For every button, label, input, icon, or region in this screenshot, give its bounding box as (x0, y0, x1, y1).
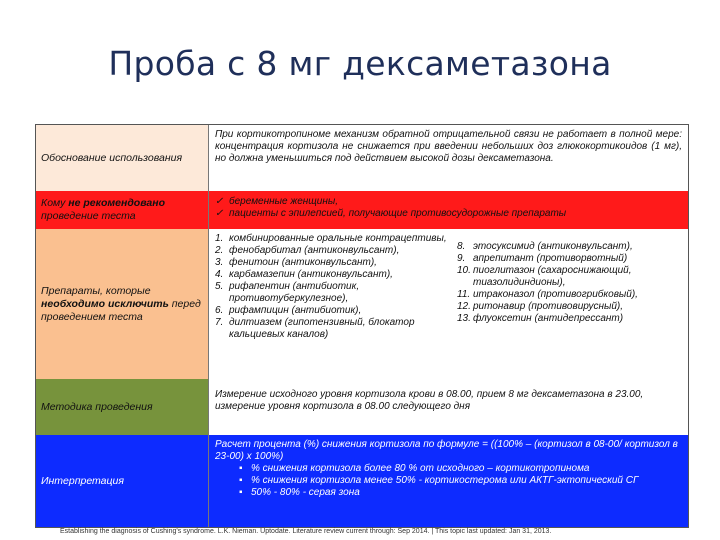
label-text (41, 285, 203, 324)
item-text: рифапентин (антибиотик, противотуберкулезное), (229, 281, 360, 304)
item-text: комбинированные оральные контрацептивы, (229, 233, 447, 244)
row-content-method (208, 379, 688, 435)
label-text: Методика проведения (41, 400, 153, 413)
item-text: дилтиазем (гипотензивный, блокатор кальциевых каналов) (229, 317, 415, 340)
bullet-icon: ▪ (239, 487, 243, 498)
row-content-not-recommended (208, 191, 688, 229)
label-bold: не рекомендовано (68, 197, 166, 209)
item-text: % снижения кортизола менее 50% - кортикостерома или АКТГ-эктопический СГ (251, 475, 639, 486)
list-item (457, 289, 683, 301)
rationale-text: При кортикотропиноме механизм обратной отрицательной связи не работает в полной мере: концентрация кортизола не снижается при введении небольших доз глюкокортикоидов (1 мг), но должна уменьшиться под действием высокой дозы дексаметазона. (215, 129, 682, 164)
list-item (215, 208, 682, 220)
label-suffix: проведение теста (41, 210, 136, 222)
list-item (457, 301, 683, 313)
row-content-exclude-drugs (208, 229, 688, 379)
item-text: фенитоин (антиконвульсант), (229, 257, 377, 268)
list-item (215, 281, 455, 305)
row-content-interpretation (208, 435, 688, 527)
check-mark-icon: ✓ (215, 208, 224, 219)
row-label-method (36, 379, 208, 435)
list-item (215, 317, 455, 341)
list-item (215, 233, 455, 245)
list-item (457, 313, 683, 325)
item-number: 9. (457, 253, 466, 264)
item-number: 12. (457, 301, 471, 312)
formula-text: Расчет процента (%) снижения кортизола по формуле = ((100% – (кортизол в 08-00/ кортизол в 23-00) х 100%) (215, 439, 678, 462)
row-label-exclude-drugs (36, 229, 208, 379)
item-number: 10. (457, 265, 471, 276)
item-text: флуоксетин (антидепрессант) (473, 313, 624, 324)
drug-list-left (215, 233, 455, 341)
label-prefix: Кому (41, 197, 69, 209)
item-number: 4. (215, 269, 224, 280)
item-text: 50% - 80% - серая зона (251, 487, 360, 498)
item-number: 2. (215, 245, 224, 256)
item-text: рифампицин (антибиотик), (229, 305, 362, 316)
row-not-recommended (36, 191, 688, 229)
item-text: беременные женщины, (229, 196, 338, 207)
label-text: Обоснование использования (41, 151, 183, 164)
item-text: итраконазол (противогрибковый), (473, 289, 638, 300)
item-text: пациенты с эпилепсией, получающие противосудорожные препараты (229, 208, 567, 219)
list-item (457, 265, 683, 289)
method-text: Измерение исходного уровня кортизола крови в 08.00, прием 8 мг дексаметазона в 23.00, измерение уровня кортизола в 08.00 следующего дня (215, 389, 644, 412)
list-item (457, 241, 683, 253)
item-text: фенобарбитал (антиконвульсант), (229, 245, 400, 256)
slide-title: Проба с 8 мг дексаметазона (108, 44, 612, 83)
list-item (215, 487, 682, 499)
bullet-icon: ▪ (239, 475, 243, 486)
list-item (215, 257, 455, 269)
item-number: 3. (215, 257, 224, 268)
item-text: карбамазепин (антиконвульсант), (229, 269, 393, 280)
footer-citation: Establishing the diagnosis of Cushing's syndrome. L.K. Nieman. Uptodate. Literature review current through: Sep 2014. | This topic last updated: Jan 31, 2013. (60, 528, 552, 535)
list-item (215, 245, 455, 257)
item-number: 13. (457, 313, 471, 324)
drug-list-right (457, 241, 683, 325)
item-number: 1. (215, 233, 224, 244)
check-mark-icon: ✓ (215, 196, 224, 207)
item-number: 8. (457, 241, 466, 252)
label-suffix: перед проведением теста (41, 297, 201, 323)
item-text: этосуксимид (антиконвульсант), (473, 241, 633, 252)
label-prefix: Препараты, которые (41, 284, 151, 297)
item-text: % снижения кортизола более 80 % от исходного – кортикотропинома (251, 463, 590, 474)
label-text: Интерпретация (41, 474, 124, 487)
bullet-icon: ▪ (239, 463, 243, 474)
row-label-rationale (36, 125, 208, 191)
row-label-interpretation (36, 435, 208, 527)
label-bold: необходимо исключить (41, 297, 169, 310)
row-content-rationale (208, 125, 688, 191)
item-number: 6. (215, 305, 224, 316)
item-number: 5. (215, 281, 224, 292)
row-interpretation (36, 435, 688, 527)
row-exclude-drugs (36, 229, 688, 379)
list-item (215, 463, 682, 475)
item-number: 11. (457, 289, 471, 300)
row-label-not-recommended (36, 191, 208, 229)
item-text: пиоглитазон (сахароснижающий, тиазолидиндионы), (473, 265, 632, 288)
list-item (457, 253, 683, 265)
item-number: 7. (215, 317, 224, 328)
item-text: ритонавир (противовирусный), (473, 301, 624, 312)
row-rationale (36, 125, 688, 191)
list-item (215, 475, 682, 487)
list-item (215, 196, 682, 208)
row-method (36, 379, 688, 435)
list-item (215, 269, 455, 281)
list-item (215, 305, 455, 317)
item-text: апрепитант (противорвотный) (473, 253, 628, 264)
test-info-table (35, 124, 689, 528)
